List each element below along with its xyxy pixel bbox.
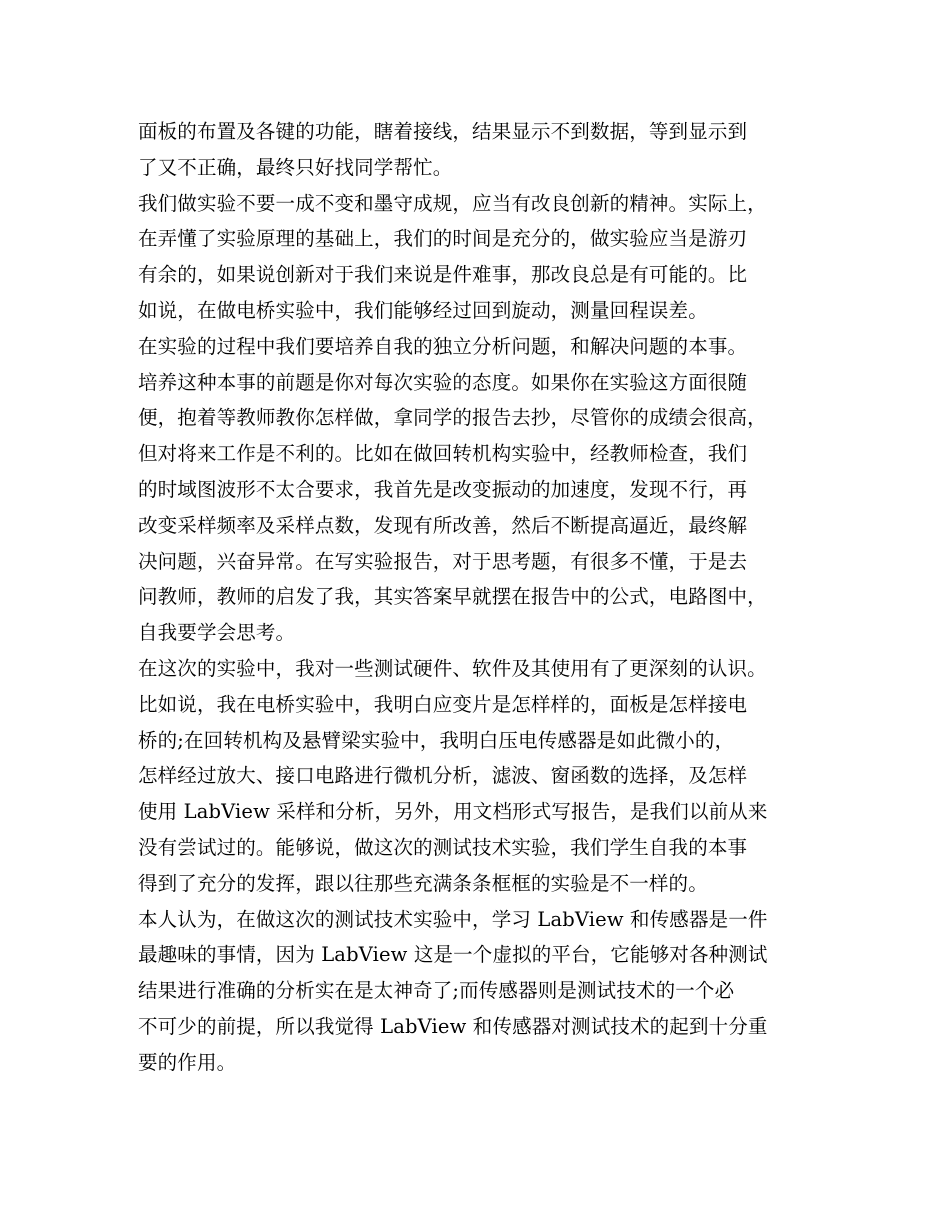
text-line: 怎样经过放大、接口电路进行微机分析，滤波、窗函数的选择，及怎样 — [138, 764, 748, 788]
text-line: 使用 LabView 采样和分析，另外，用文档形式写报告，是我们以前从来 — [138, 800, 768, 824]
text-line: 不可少的前提，所以我觉得 LabView 和传感器对测试技术的起到十分重 — [138, 1014, 768, 1038]
text-line: 如说，在做电桥实验中，我们能够经过回到旋动，测量回程误差。 — [138, 298, 708, 322]
text-line: 问教师，教师的启发了我，其实答案早就摆在报告中的公式，电路图中， — [138, 585, 767, 609]
text-line: 结果进行准确的分析实在是太神奇了;而传感器则是测试技术的一个必 — [138, 979, 735, 1003]
text-line: 的时域图波形不太合要求，我首先是改变振动的加速度，发现不行，再 — [138, 477, 748, 501]
text-line: 在弄懂了实验原理的基础上，我们的时间是充分的，做实验应当是游刃 — [138, 227, 748, 251]
text-line: 了又不正确，最终只好找同学帮忙。 — [138, 155, 453, 179]
text-line: 改变采样频率及采样点数，发现有所改善，然后不断提高逼近，最终解 — [138, 513, 748, 537]
text-line: 在这次的实验中，我对一些测试硬件、软件及其使用有了更深刻的认识。 — [138, 656, 767, 680]
text-line: 没有尝试过的。能够说，做这次的测试技术实验，我们学生自我的本事 — [138, 835, 748, 859]
text-line: 比如说，我在电桥实验中，我明白应变片是怎样样的，面板是怎样接电 — [138, 692, 748, 716]
text-line: 本人认为，在做这次的测试技术实验中，学习 LabView 和传感器是一件 — [138, 907, 768, 931]
document-page — [138, 114, 828, 1081]
text-line: 便，抱着等教师教你怎样做，拿同学的报告去抄，尽管你的成绩会很高， — [138, 406, 767, 430]
text-line: 得到了充分的发挥，跟以往那些充满条条框框的实验是不一样的。 — [138, 871, 708, 895]
text-line: 培养这种本事的前题是你对每次实验的态度。如果你在实验这方面很随 — [138, 370, 748, 394]
text-line: 决问题，兴奋异常。在写实验报告，对于思考题，有很多不懂，于是去 — [138, 549, 748, 573]
text-line: 要的作用。 — [138, 1050, 237, 1074]
text-line: 在实验的过程中我们要培养自我的独立分析问题，和解决问题的本事。 — [138, 334, 748, 358]
text-line: 我们做实验不要一成不变和墨守成规，应当有改良创新的精神。实际上， — [138, 191, 767, 215]
text-line: 最趣味的事情，因为 LabView 这是一个虚拟的平台，它能够对各种测试 — [138, 943, 768, 967]
text-line: 自我要学会思考。 — [138, 621, 296, 645]
text-line: 面板的布置及各键的功能，瞎着接线，结果显示不到数据，等到显示到 — [138, 120, 748, 143]
text-line: 桥的;在回转机构及悬臂梁实验中，我明白压电传感器是如此微小的， — [138, 728, 735, 752]
text-line: 但对将来工作是不利的。比如在做回转机构实验中，经教师检查，我们 — [138, 442, 748, 466]
text-line: 有余的，如果说创新对于我们来说是件难事，那改良总是有可能的。比 — [138, 263, 748, 287]
